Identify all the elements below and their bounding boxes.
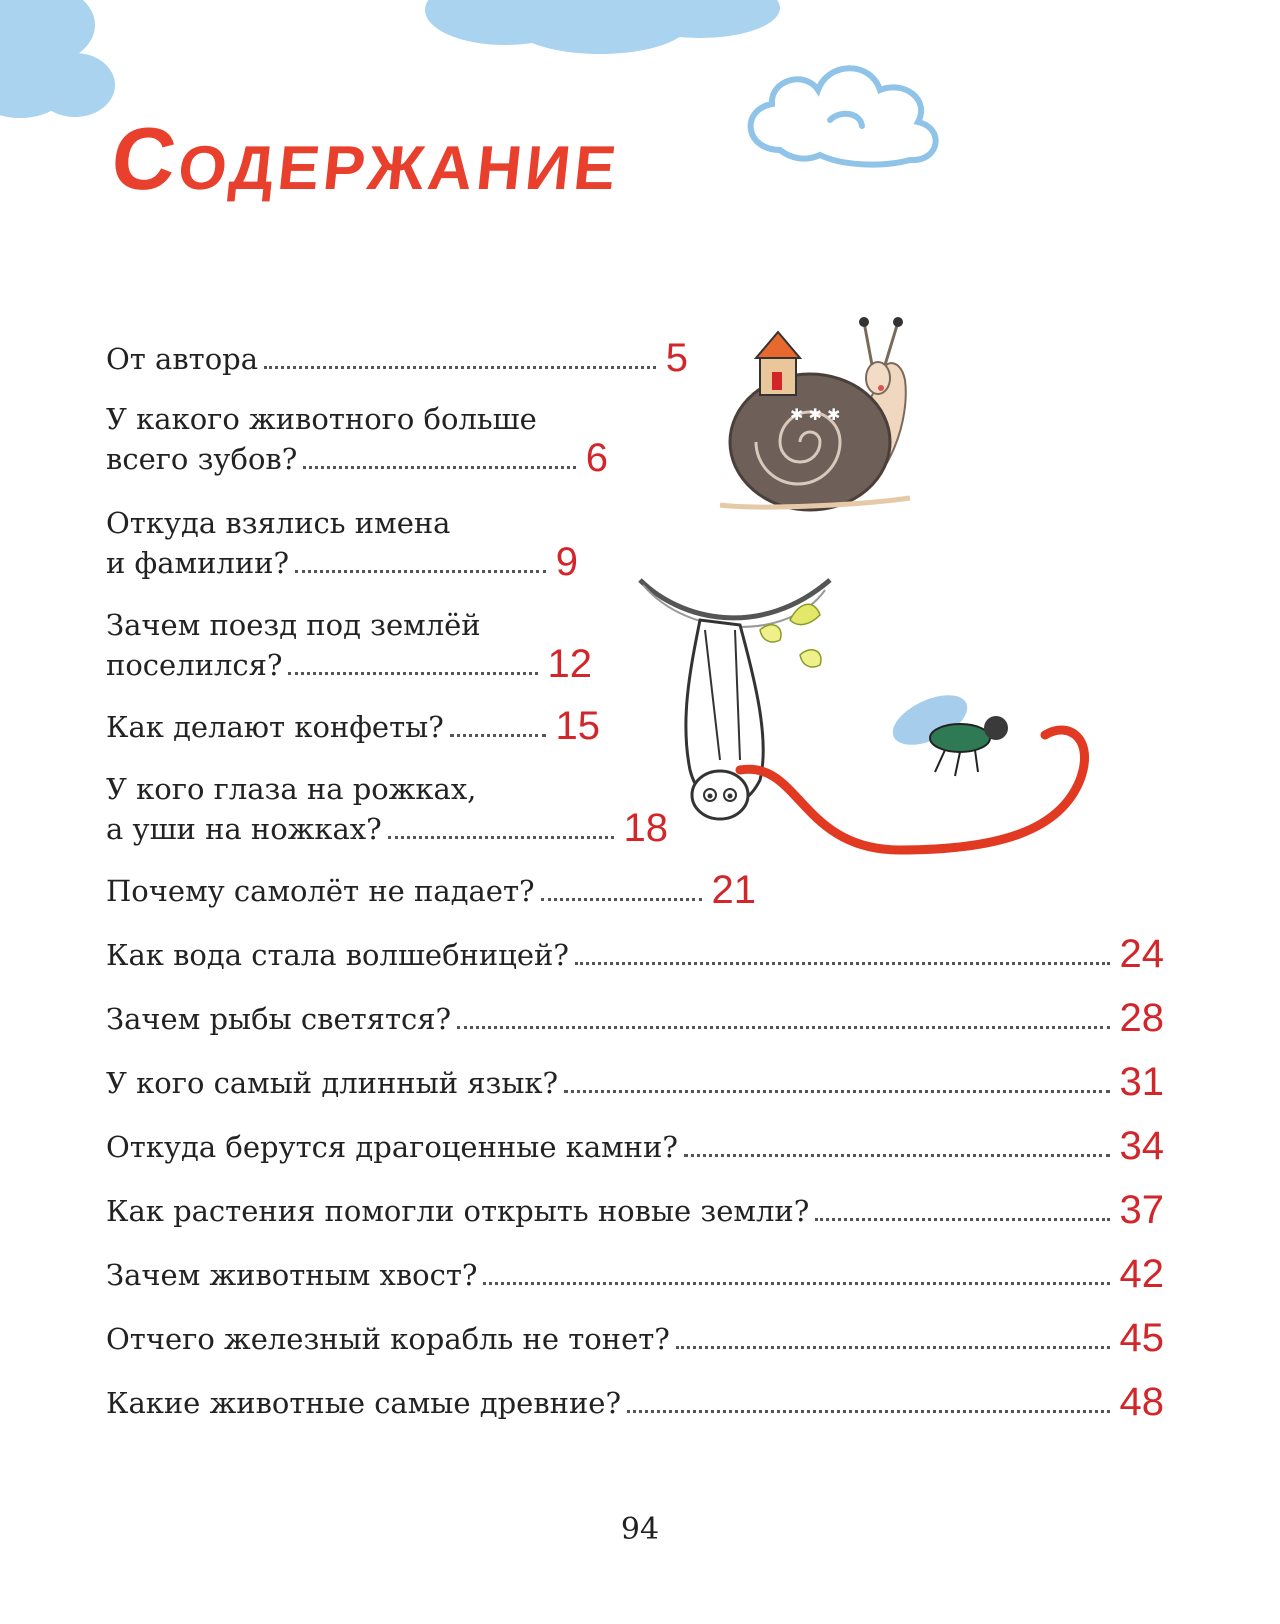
leader-dots: [303, 466, 575, 469]
toc-entry-title: Почему самолёт не падает?: [106, 874, 535, 908]
toc-entry-title: Зачем рыбы светятся?: [106, 1002, 452, 1036]
toc-entry: [106, 770, 668, 848]
leader-dots: [450, 734, 546, 737]
leader-dots: [288, 672, 537, 675]
toc-entry-page: 6: [585, 436, 608, 480]
toc-entry: [106, 1254, 1164, 1294]
toc-entry: [106, 338, 688, 378]
leader-dots: [684, 1154, 1110, 1157]
leader-dots: [457, 1026, 1109, 1029]
toc-entry-title: Как делают конфеты?: [106, 710, 444, 744]
toc-entry-title: От автора: [106, 342, 259, 376]
leader-dots: [676, 1346, 1110, 1349]
leader-dots: [388, 836, 614, 839]
toc-entry-page: 45: [1119, 1316, 1164, 1360]
toc-entry: [106, 1318, 1164, 1358]
toc-entry-title: Отчего железный корабль не тонет?: [106, 1322, 670, 1356]
toc-entry-title: Как вода стала волшебницей?: [106, 938, 569, 972]
toc-entry-title: поселился?: [106, 648, 283, 682]
toc-entry: [106, 1382, 1164, 1422]
toc-entry-page: 5: [665, 336, 688, 380]
leader-dots: [564, 1090, 1109, 1093]
toc-entry-page: 9: [555, 540, 578, 584]
toc-entry-title: Зачем животным хвост?: [106, 1258, 478, 1292]
toc-entry-page: 12: [547, 642, 592, 686]
toc-entry: [106, 998, 1164, 1038]
toc-entry: [106, 504, 578, 582]
page-number: 94: [620, 1512, 660, 1547]
leader-dots: [627, 1410, 1109, 1413]
toc-entry-page: 24: [1119, 932, 1164, 976]
bat-illustration-icon: [640, 580, 1085, 850]
leader-dots: [264, 366, 656, 369]
toc-entry: [106, 606, 592, 684]
toc-entry-title: У кого глаза на рожках,: [106, 772, 477, 806]
page-title: Содержание: [106, 109, 626, 208]
toc-entry-page: 18: [623, 806, 668, 850]
toc-entry: [106, 1062, 1164, 1102]
toc-entry: [106, 870, 756, 910]
toc-entry-title: Зачем поезд под землёй: [106, 608, 481, 642]
toc-entry: [106, 400, 608, 478]
toc-entry-title: Откуда берутся драгоценные камни?: [106, 1130, 678, 1164]
leader-dots: [815, 1218, 1109, 1221]
toc-entry-page: 37: [1119, 1188, 1164, 1232]
toc-entry: [106, 934, 1164, 974]
leader-dots: [483, 1282, 1109, 1285]
snail-illustration-icon: [720, 317, 910, 510]
cloud-top-icon: [425, 0, 780, 54]
toc-entry-title: У какого животного больше: [106, 402, 537, 436]
toc-entry-title: и фамилии?: [106, 546, 290, 580]
toc-entry-page: 28: [1119, 996, 1164, 1040]
leader-dots: [541, 898, 702, 901]
toc-entry-page: 15: [555, 704, 600, 748]
leader-dots: [575, 962, 1110, 965]
toc-entry-title: Как растения помогли открыть новые земли?: [106, 1194, 810, 1228]
cloud-top-left-icon: [0, 0, 115, 118]
toc-entry-title: всего зубов?: [106, 442, 298, 476]
toc-entry: [106, 1190, 1164, 1230]
cloud-outline-icon: [751, 68, 936, 164]
toc-entry: [106, 706, 600, 746]
toc-entry: [106, 1126, 1164, 1166]
toc-entry-page: 42: [1119, 1252, 1164, 1296]
svg-text:✱ ✱ ✱: ✱ ✱ ✱: [790, 405, 841, 424]
toc-entry-title: Откуда взялись имена: [106, 506, 451, 540]
toc-entry-page: 21: [711, 868, 756, 912]
toc-entry-title: У кого самый длинный язык?: [106, 1066, 559, 1100]
leader-dots: [295, 570, 546, 573]
fly-illustration-icon: [885, 685, 1008, 776]
toc-entry-page: 31: [1119, 1060, 1164, 1104]
toc-entry-page: 48: [1119, 1380, 1164, 1424]
toc-entry-title: Какие животные самые древние?: [106, 1386, 622, 1420]
toc-entry-title: а уши на ножках?: [106, 812, 382, 846]
toc-entry-page: 34: [1119, 1124, 1164, 1168]
